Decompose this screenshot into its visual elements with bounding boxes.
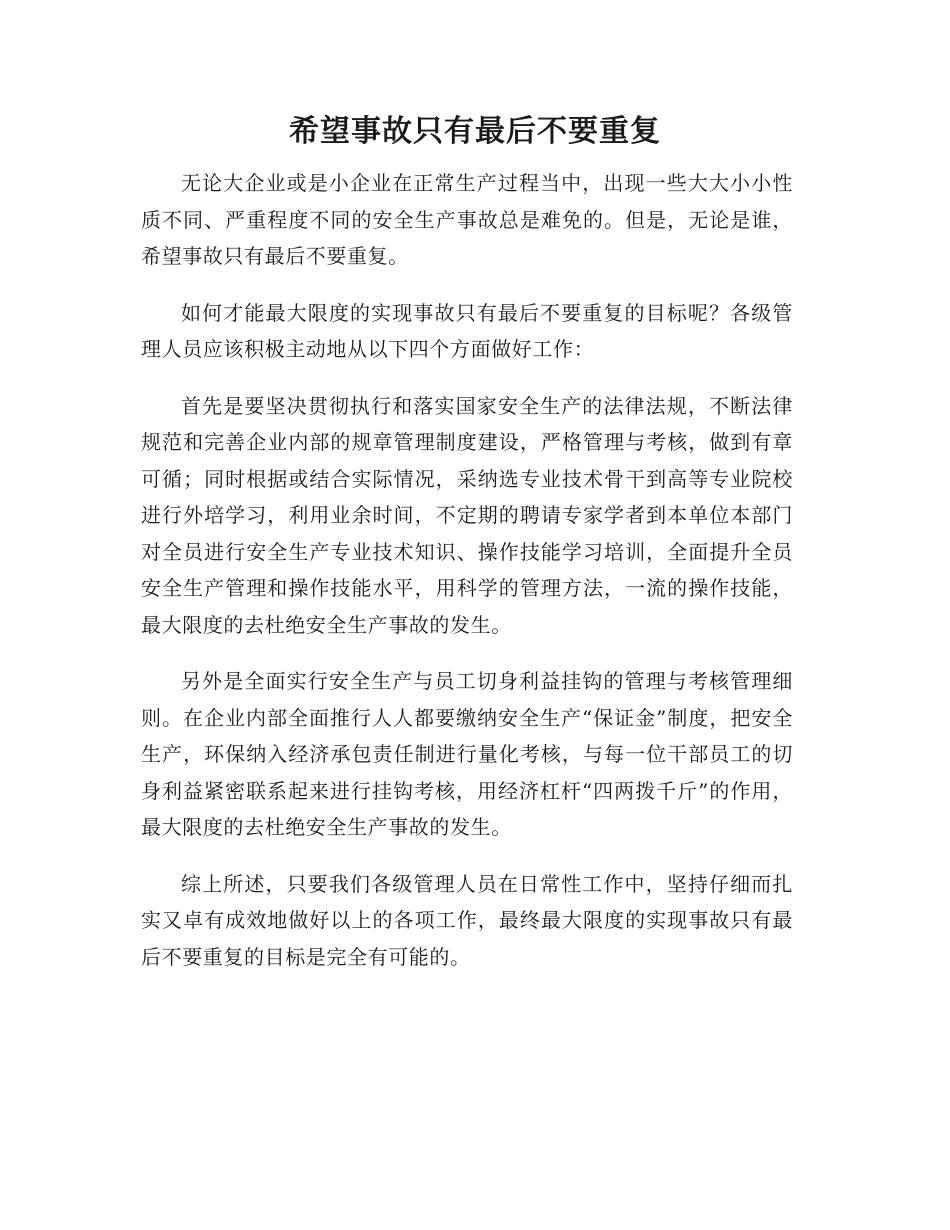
- paragraph-3: 首先是要坚决贯彻执行和落实国家安全生产的法律法规，不断法律规范和完善企业内部的规章管理制度建设，严格管理与考核，做到有章可循；同时根据或结合实际情况，采纳选专业技术骨干到高等专业院校进行外培学习，利用业余时间，不定期的聘请专家学者到本单位本部门对全员进行安全生产专业技术知识、操作技能学习培训，全面提升全员安全生产管理和操作技能水平，用科学的管理方法，一流的操作技能，最大限度的去杜绝安全生产事故的发生。: [141, 393, 793, 637]
- document-body: [141, 165, 793, 995]
- document-title: 希望事故只有最后不要重复: [289, 114, 661, 149]
- paragraph-2: 如何才能最大限度的实现事故只有最后不要重复的目标呢？各级管理人员应该积极主动地从以下四个方面做好工作：: [141, 300, 793, 361]
- paragraph-1: 无论大企业或是小企业在正常生产过程当中，出现一些大大小小性质不同、严重程度不同的安全生产事故总是难免的。但是，无论是谁，希望事故只有最后不要重复。: [141, 171, 793, 268]
- paragraph-5: 综上所述，只要我们各级管理人员在日常性工作中，坚持仔细而扎实又卓有成效地做好以上的各项工作，最终最大限度的实现事故只有最后不要重复的目标是完全有可能的。: [141, 871, 793, 969]
- paragraph-4: 另外是全面实行安全生产与员工切身利益挂钩的管理与考核管理细则。在企业内部全面推行人人都要缴纳安全生产“保证金”制度，把安全生产，环保纳入经济承包责任制进行量化考核，与每一位干部员工的切身利益紧密联系起来进行挂钩考核，用经济杠杆“四两拨千斤”的作用，最大限度的去杜绝安全生产事故的发生。: [141, 669, 793, 839]
